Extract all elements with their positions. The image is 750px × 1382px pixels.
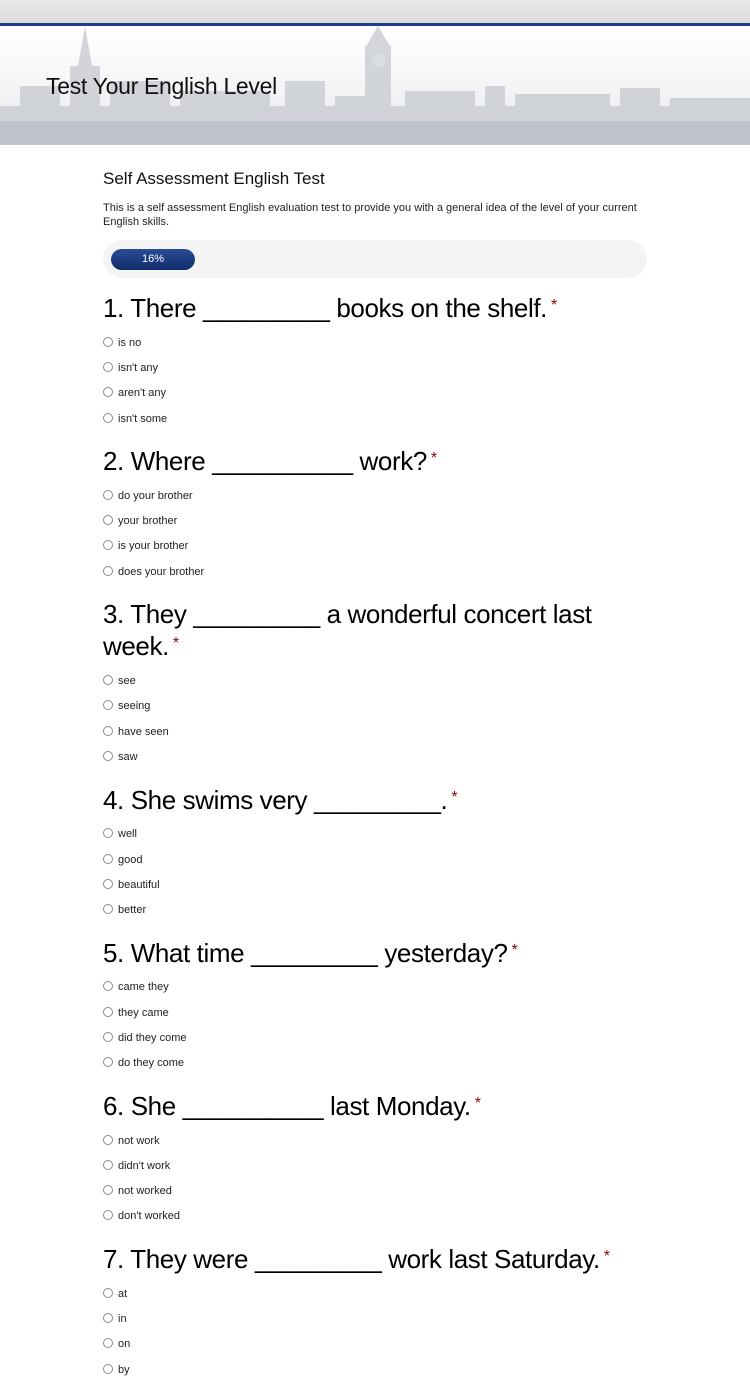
answer-option[interactable] <box>103 1128 647 1153</box>
answer-option-label: beautiful <box>118 878 160 891</box>
answer-option[interactable] <box>103 1153 647 1178</box>
question-text: 5. What time _________ yesterday? <box>103 937 508 968</box>
answer-option-label: aren't any <box>118 387 166 400</box>
radio-button[interactable] <box>103 1313 113 1323</box>
question-1 <box>103 292 647 431</box>
answer-option[interactable] <box>103 1332 647 1357</box>
answer-option-label: did they come <box>118 1031 187 1044</box>
answer-option-label: is your brother <box>118 540 189 553</box>
question-2 <box>103 445 647 584</box>
answer-option-label: have seen <box>118 725 169 738</box>
question-text: 6. She __________ last Monday. <box>103 1090 471 1121</box>
radio-button[interactable] <box>103 1007 113 1017</box>
radio-button[interactable] <box>103 675 113 685</box>
question-title <box>103 937 647 969</box>
question-text: 7. They were _________ work last Saturday. <box>103 1244 600 1275</box>
answer-option[interactable] <box>103 1179 647 1204</box>
page-title: Test Your English Level <box>46 73 277 99</box>
required-marker: * <box>430 450 437 468</box>
answer-option[interactable] <box>103 483 647 508</box>
answer-option[interactable] <box>103 355 647 380</box>
question-text: 4. She swims very _________. <box>103 784 448 815</box>
answer-option[interactable] <box>103 330 647 355</box>
radio-button[interactable] <box>103 1135 113 1145</box>
required-marker: * <box>451 788 458 806</box>
answer-option[interactable] <box>103 744 647 769</box>
radio-button[interactable] <box>103 1210 113 1220</box>
radio-button[interactable] <box>103 828 113 838</box>
answer-option-label: isn't any <box>118 361 159 374</box>
question-title <box>103 292 647 324</box>
answer-option-label: didn't work <box>118 1159 171 1172</box>
radio-button[interactable] <box>103 566 113 576</box>
form-title: Self Assessment English Test <box>103 169 325 188</box>
radio-button[interactable] <box>103 337 113 347</box>
answer-option[interactable] <box>103 406 647 431</box>
answer-option-label: came they <box>118 981 169 994</box>
answer-option[interactable] <box>103 719 647 744</box>
question-text: 1. There _________ books on the shelf. <box>103 293 548 323</box>
required-marker: * <box>551 297 557 314</box>
answer-option[interactable] <box>103 1306 647 1331</box>
progress-bar-fill: 16% <box>111 249 195 270</box>
radio-button[interactable] <box>103 1288 113 1298</box>
radio-button[interactable] <box>103 540 113 550</box>
radio-button[interactable] <box>103 1160 113 1170</box>
answer-option-label: do they come <box>118 1057 185 1070</box>
answer-option[interactable] <box>103 508 647 533</box>
answer-option-label: your brother <box>118 515 178 528</box>
answer-option-label: not worked <box>118 1185 172 1198</box>
answer-option[interactable] <box>103 1000 647 1025</box>
radio-button[interactable] <box>103 1057 113 1067</box>
question-text: 2. Where __________ work? <box>103 446 427 477</box>
required-marker: * <box>603 1248 610 1266</box>
answer-option-label: seeing <box>118 700 151 713</box>
answer-option[interactable] <box>103 1051 647 1076</box>
question-list <box>103 292 647 1382</box>
radio-button[interactable] <box>103 1032 113 1042</box>
answer-option-label: at <box>118 1287 128 1300</box>
answer-option[interactable] <box>103 1357 647 1382</box>
radio-button[interactable] <box>103 981 113 991</box>
answer-option[interactable] <box>103 872 647 897</box>
radio-button[interactable] <box>103 1338 113 1348</box>
answer-option-label: better <box>118 904 147 917</box>
question-3 <box>103 598 647 769</box>
required-marker: * <box>172 635 179 653</box>
answer-option[interactable] <box>103 822 647 847</box>
top-bar <box>0 0 750 24</box>
answer-option[interactable] <box>103 1025 647 1050</box>
answer-option-label: by <box>118 1363 130 1376</box>
answer-option[interactable] <box>103 975 647 1000</box>
radio-button[interactable] <box>103 700 113 710</box>
question-5 <box>103 937 647 1076</box>
question-title <box>103 784 647 816</box>
form-container <box>103 145 647 1382</box>
answer-option[interactable] <box>103 694 647 719</box>
question-text: 3. They _________ a wonderful concert last week. <box>103 599 592 662</box>
answer-option-label: does your brother <box>118 565 205 578</box>
answer-option-label: is no <box>118 336 142 349</box>
radio-button[interactable] <box>103 490 113 500</box>
question-6 <box>103 1090 647 1229</box>
required-marker: * <box>511 941 518 959</box>
answer-option[interactable] <box>103 668 647 693</box>
radio-button[interactable] <box>103 1185 113 1195</box>
answer-option[interactable] <box>103 534 647 559</box>
answer-option-label: not work <box>118 1134 160 1147</box>
answer-option-label: well <box>118 828 137 841</box>
header-banner <box>0 26 750 145</box>
question-title <box>103 598 647 662</box>
answer-option-label: isn't some <box>118 412 168 425</box>
answer-option-label: saw <box>118 750 138 763</box>
answer-option-label: do your brother <box>118 489 193 502</box>
radio-button[interactable] <box>103 515 113 525</box>
radio-button[interactable] <box>103 362 113 372</box>
answer-option-label: don't worked <box>118 1210 181 1223</box>
radio-button[interactable] <box>103 854 113 864</box>
answer-option-label: on <box>118 1338 131 1351</box>
answer-option-label: good <box>118 853 143 866</box>
radio-button[interactable] <box>103 387 113 397</box>
answer-option[interactable] <box>103 847 647 872</box>
radio-button[interactable] <box>103 904 113 914</box>
question-title <box>103 445 647 477</box>
answer-option-label: in <box>118 1313 127 1326</box>
question-7 <box>103 1243 647 1382</box>
answer-option-label: they came <box>118 1006 169 1019</box>
form-description: This is a self assessment English evaluation test to provide you with a general idea of the level of your current English skills. <box>103 202 637 228</box>
answer-option[interactable] <box>103 381 647 406</box>
radio-button[interactable] <box>103 413 113 423</box>
radio-button[interactable] <box>103 726 113 736</box>
question-4 <box>103 784 647 923</box>
answer-option[interactable] <box>103 1204 647 1229</box>
progress-bar <box>103 240 647 278</box>
radio-button[interactable] <box>103 1364 113 1374</box>
question-title <box>103 1243 647 1275</box>
answer-option[interactable] <box>103 559 647 584</box>
answer-option[interactable] <box>103 1281 647 1306</box>
answer-option[interactable] <box>103 897 647 922</box>
required-marker: * <box>474 1094 481 1112</box>
answer-option-label: see <box>118 675 136 688</box>
radio-button[interactable] <box>103 751 113 761</box>
question-title <box>103 1090 647 1122</box>
radio-button[interactable] <box>103 879 113 889</box>
